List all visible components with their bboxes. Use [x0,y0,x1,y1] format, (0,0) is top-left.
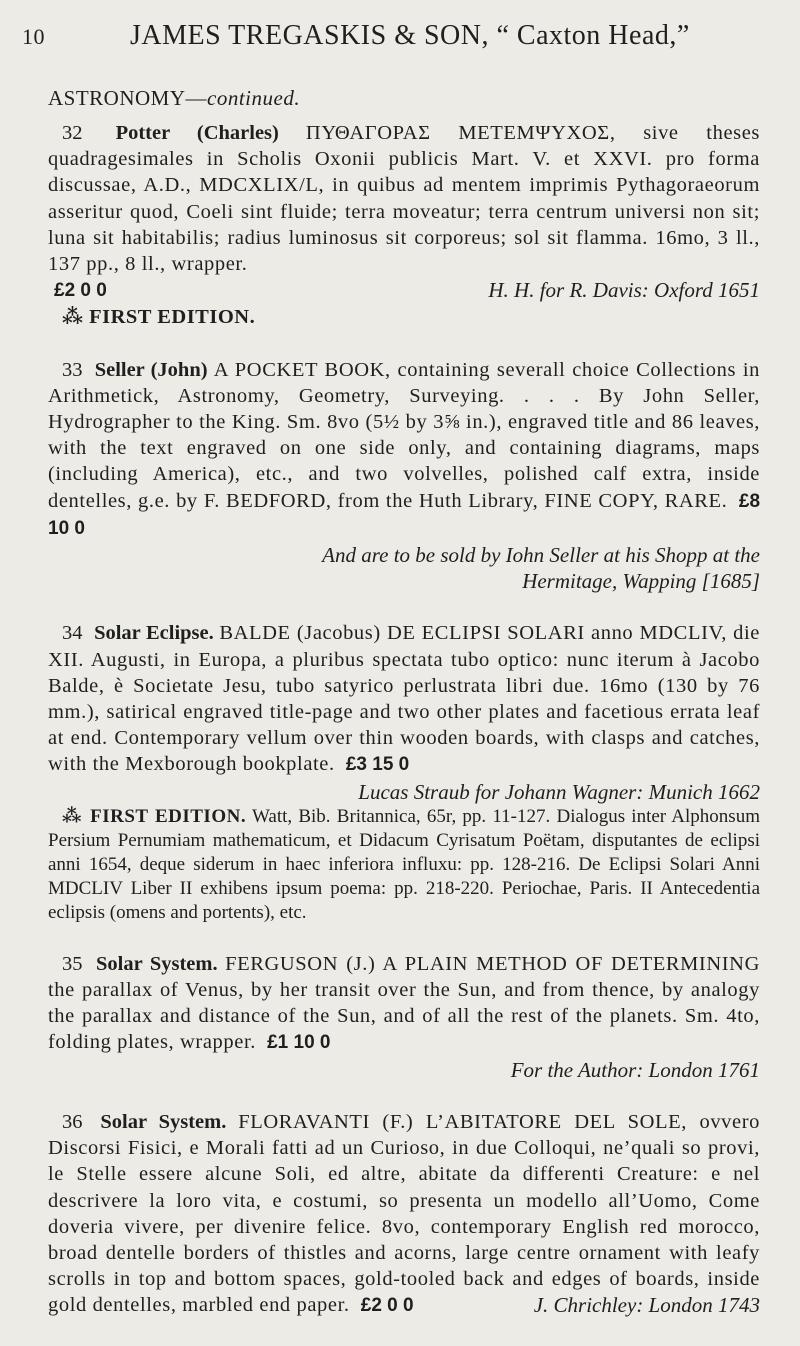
entry-subject: Solar Eclipse. [94,622,214,645]
entry-subject: Solar System. [100,1110,227,1133]
entry-description: BALDE (Jacobus) DE ECLIPSI SOLARI anno MDCLIV, die XII. Augusti, in Europa, a pluribus spectata tubo optico: nunc iterum à Jacobo Balde, è Societate Jesu, tubo satyrico perlustrata libri due. 16mo (130 by 76 mm.), satirical engraved title-page and two other plates and facetious errata leaf at end. Contemporary vellum over thin wooden boards, with clasps and catches, with the Mexborough bookplate. [48,622,761,776]
entry-subject: Potter (Charles) [115,122,279,144]
running-title: JAMES TREGASKIS & SON, “ Caxton Head,” [130,20,690,51]
entry-imprint: H. H. for R. Davis: Oxford 1651 [488,278,760,303]
catalogue-entry [48,1109,760,1320]
entry-number: 36 [62,1110,83,1133]
catalogue-entry [48,951,760,1083]
section-continued: continued. [207,86,301,110]
entry-subject: Seller (John) [94,358,208,381]
catalogue-entry [48,620,760,924]
entry-number: 34 [62,622,83,645]
entry-price: £2 0 0 [54,280,107,302]
section-name: ASTRONOMY— [48,86,208,110]
entry-price: £3 15 0 [345,754,410,776]
first-edition-note: ⁂ FIRST EDITION. [62,306,256,329]
entry-imprint-line-1: And are to be sold by Iohn Seller at his Shopp at the [322,543,760,568]
entry-description: FERGUSON (J.) A PLAIN METHOD OF DETERMINING the parallax of Venus, by her transit over the Sun, and from thence, by analogy the parallax and distance of the Sun, and of all the rest of the planets. Sm. 4to, folding plates, wrapper. [48,952,760,1054]
catalogue-entry [48,120,760,331]
entry-imprint-line-2: Hermitage, Wapping [1685] [522,569,760,594]
entry-price: £1 10 0 [267,1032,331,1054]
first-edition-note: ⁂ FIRST EDITION. [62,805,247,827]
entry-description: A POCKET BOOK, containing severall choice Collections in Arithmetick, Astronomy, Geometry, Surveying. . . . By John Seller, Hydrographer to the King. Sm. 8vo (5½ by 3⅝ in.), engraved title and 86 leaves, with the text engraved on one side only, and containing diagrams, maps (including America), etc., and two volvelles, polished calf extra, inside dentelles, g.e. by F. BEDFORD, from the Huth Library, FINE COPY, RARE. [48,358,760,512]
entry-number: 32 [62,122,83,144]
entries-list [48,120,760,1346]
entry-description: ΠΥΘΑΓΟΡΑΣ ΜΕΤΕΜΨΥΧΟΣ, sive theses quadragesimales in Scholis Oxonii publicis Mart. V. et XXVI. pro forma discussae, A.D., MDCXLIX/L, in quibus ad mentem imprimis Pythagoraeorum asseritur quod, Coeli sint fluide; terra moveatur; terra centrum universi non sit; luna sit habitabilis; radius luminosus sit corporeus; sol sit flamma. 16mo, 3 ll., 137 pp., 8 ll., wrapper. [48,122,760,276]
section-heading [48,86,300,111]
entry-imprint: Lucas Straub for Johann Wagner: Munich 1662 [358,779,760,804]
entry-imprint: J. Chrichley: London 1743 [533,1293,760,1318]
entry-description: FLORAVANTI (F.) L’ABITATORE DEL SOLE, ovvero Discorsi Fisici, e Morali fatti ad un Curioso, in due Colloqui, ne’quali so provi, le Stelle essere alcune Soli, ed altre, abitate da differenti Creature: e nel descrivere la loro vita, e costumi, so presenta un modello all’Uomo, Come doveria vivere, per divenire felice. 8vo, contemporary English red morocco, broad dentelle borders of thistles and acorns, large centre ornament with leafy scrolls in top and bottom spaces, gold-tooled back and edges of boards, inside gold dentelles, marbled end paper. [48,1110,760,1317]
entry-number: 35 [62,952,83,975]
entry-imprint: For the Author: London 1761 [510,1057,760,1082]
entry-subject: Solar System. [96,952,218,975]
page-number: 10 [22,24,45,49]
entry-price: £2 0 0 [360,1295,414,1317]
entry-number: 33 [62,358,83,381]
entry-contents-note: Watt, Bib. Britannica, 65r, pp. 11-127. Dialogus inter Alphonsum Persium Pernumiam mathematicum, et Didacum Cyrisatum Poëtam, disputantes de eclipsi anni 1654, deque siderum in haec inferiora influxu: pp. 128-216. De Eclipsi Solari Anni MDCLIV Liber II exhibens ipsum poema: pp. 218-220. Periochae, Paris. II Antecedentia eclipsis (omens and portents), etc. [48,805,760,923]
catalogue-entry [48,357,760,595]
entry-price: £8 10 0 [48,490,761,539]
page-header [22,20,760,56]
